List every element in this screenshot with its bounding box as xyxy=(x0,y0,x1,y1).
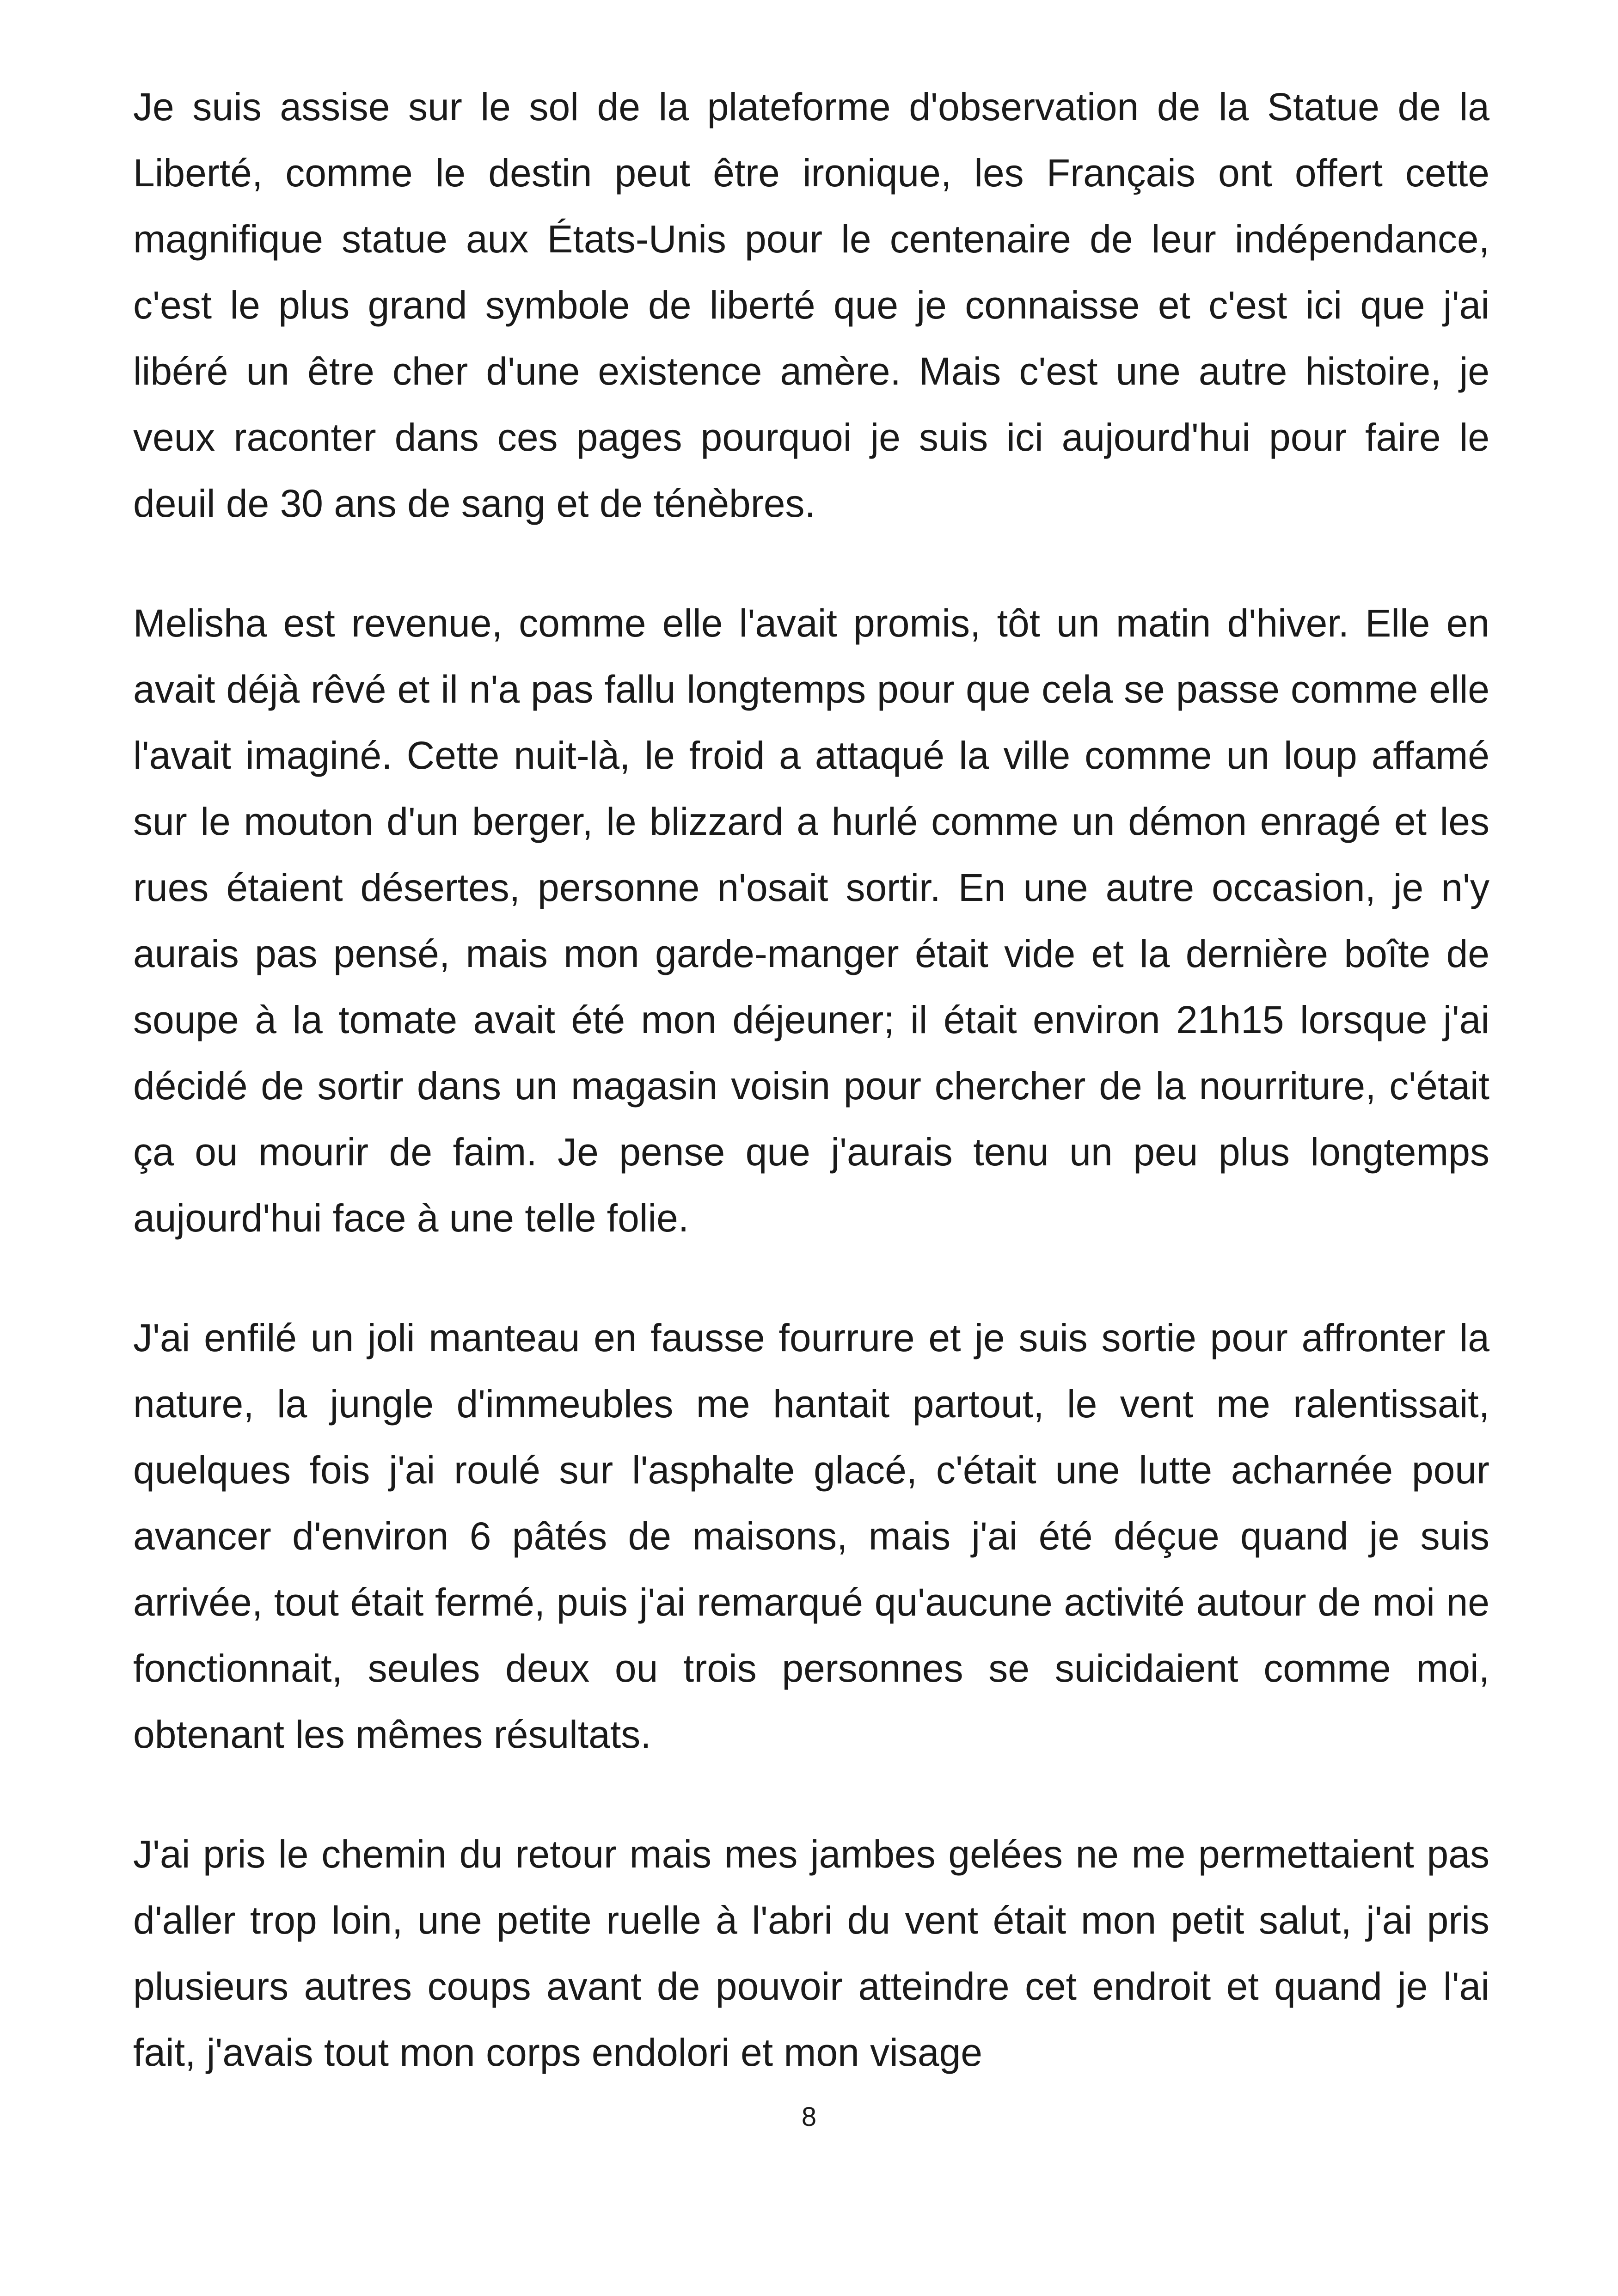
paragraph-3: J'ai enfilé un joli manteau en fausse fourrure et je suis sortie pour affronter la nature, la jungle d'immeubles me hantait partout, le vent me ralentissait, quelques fois j'ai roulé sur l'asphalte glacé, c'était une lutte acharnée pour avancer d'environ 6 pâtés de maisons, mais j'ai été déçue quand je suis arrivée, tout était fermé, puis j'ai remarqué qu'aucune activité autour de moi ne fonctionnait, seules deux ou trois personnes se suicidaient comme moi, obtenant les mêmes résultats. xyxy=(133,1316,1489,1756)
paragraph-2: Melisha est revenue, comme elle l'avait promis, tôt un matin d'hiver. Elle en avait déjà rêvé et il n'a pas fallu longtemps pour que cela se passe comme elle l'avait imaginé. Cette nuit-là, le froid a attaqué la ville comme un loup affamé sur le mouton d'un berger, le blizzard a hurlé comme un démon enragé et les rues étaient désertes, personne n'osait sortir. En une autre occasion, je n'y aurais pas pensé, mais mon garde-manger était vide et la dernière boîte de soupe à la tomate avait été mon déjeuner; il était environ 21h15 lorsque j'ai décidé de sortir dans un magasin voisin pour chercher de la nourriture, c'était ça ou mourir de faim. Je pense que j'aurais tenu un peu plus longtemps aujourd'hui face à une telle folie. xyxy=(133,601,1489,1240)
paragraph-4: J'ai pris le chemin du retour mais mes jambes gelées ne me permettaient pas d'aller trop loin, une petite ruelle à l'abri du vent était mon petit salut, j'ai pris plusieurs autres coups avant de pouvoir atteindre cet endroit et quand je l'ai fait, j'avais tout mon corps endolori et mon visage xyxy=(133,1832,1489,2074)
paragraph-1: Je suis assise sur le sol de la plateforme d'observation de la Statue de la Liberté, comme le destin peut être ironique, les Français ont offert cette magnifique statue aux États-Unis pour le centenaire de leur indépendance, c'est le plus grand symbole de liberté que je connaisse et c'est ici que j'ai libéré un être cher d'une existence amère. Mais c'est une autre histoire, je veux raconter dans ces pages pourquoi je suis ici aujourd'hui pour faire le deuil de 30 ans de sang et de ténèbres. xyxy=(133,85,1489,525)
page-number: 8 xyxy=(801,2102,817,2132)
page-body xyxy=(133,74,1489,2139)
